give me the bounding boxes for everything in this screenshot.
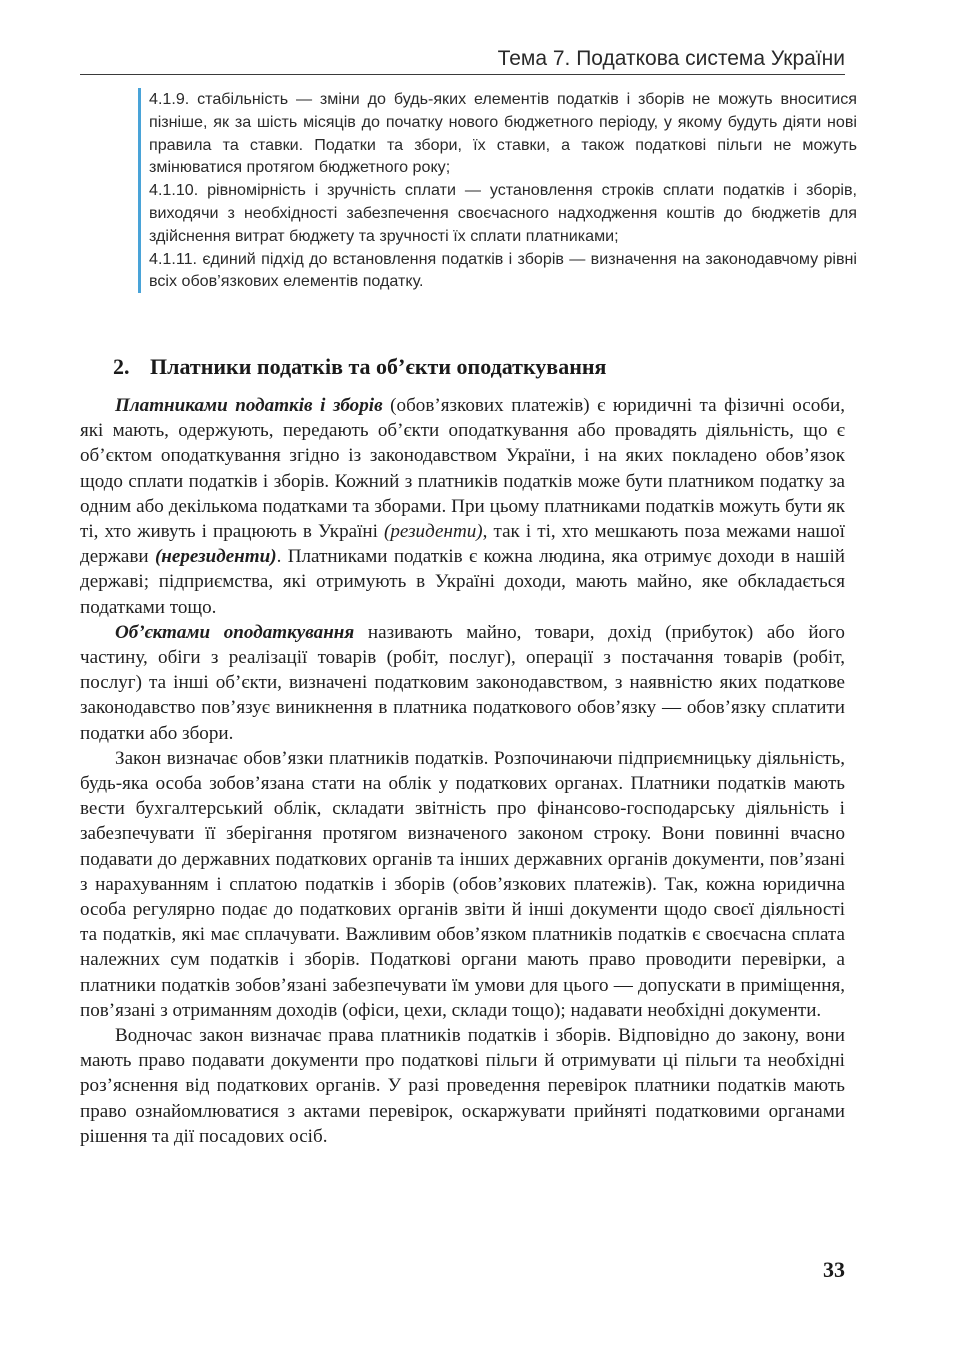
paragraph-tax-objects bbox=[80, 620, 845, 746]
paragraph-text: , так і ті, хто мешкають поза межами нашої держави bbox=[80, 521, 845, 568]
term-tax-objects: Об’єктами оподаткування bbox=[115, 621, 355, 643]
section-title: Платники податків та об’єкти оподаткування bbox=[150, 354, 607, 379]
excerpt-item: 4.1.9. стабільність — зміни до будь-яких елементів податків і зборів не можуть вноситися пізніше, як за шість місяців до початку нового бюджетного періоду, у якому будуть діяти нові правила та ставки. Податки та збори, їх ставки, а також податкові пільги не можуть змінюватися протягом бюджетного року; bbox=[149, 90, 857, 177]
section-number: 2. bbox=[113, 354, 130, 379]
paragraph-text: (обов’язкових платежів) є юридичні та фізичні особи, які мають, одержують, передають об’єкти оподаткування або провадять діяльність, що є об’єктом оподаткування згідно із законодавством України, і на яких покладено обов’язок щодо сплати податків і зборів. Кожний з платників податків може бути платником податку за одним або декількома податками та зборами. При цьому платниками податків можуть бути як ті, хто живуть і працюють в Україні bbox=[80, 395, 846, 543]
term-residents: (резиденти) bbox=[383, 521, 483, 543]
term-taxpayers: Платниками податків і зборів bbox=[115, 395, 383, 416]
excerpt-item: 4.1.11. єдиний підхід до встановлення податків і зборів — визначення на законодавчому рівні всіх обов’язкових елементів податку. bbox=[149, 249, 857, 291]
paragraph-text: називають майно, товари, дохід (прибуток) або його частину, обіги з реалізації товарів (робіт, послуг), операції з постачання товарів (робіт, послуг) та інші об’єкти, визначені податковим законодавством, з наявністю яких податкове законодавство пов’язує виникнення в платника податкового обов’язку — обов’язку сплатити податки або збори. bbox=[80, 621, 845, 744]
body-text bbox=[80, 393, 845, 1149]
paragraph-taxpayers bbox=[80, 393, 845, 620]
section-heading bbox=[113, 354, 606, 380]
running-header bbox=[80, 44, 845, 75]
excerpt-item: 4.1.10. рівномірність і зручність сплати — установлення строків сплати податків і зборів, виходячи з необхідності забезпечення своєчасного надходження коштів до бюджетів для здійснення витрат бюджету та зручності їх сплати платниками; bbox=[149, 181, 857, 245]
paragraph-text: . Платниками податків є кожна людина, яка отримує доходи в нашій державі; підприємства, які отримують в Україні доходи, мають майно, яке обкладається податками тощо. bbox=[80, 546, 845, 618]
paragraph-obligations: Закон визначає обов’язки платників податків. Розпочинаючи підприємницьку діяльність, будь-яка особа зобов’язана стати на облік у податкових органах. Платники податків мають вести бухгалтерський облік, складати звітність про фінансово-господарську діяльність і забезпечувати її зберігання протягом визначеного законом строку. Вони повинні вчасно подавати до державних податкових органів та інших державних органів документи, пов’язані з нарахуванням і сплатою податків і зборів (обов’язкових платежів). Так, кожна юридична особа регулярно подає до податкових органів звіти й інші документи щодо своєї діяльності та податків, які має сплачувати. Важливим обов’язком платників податків є своєчасна сплата належних сум податків і зборів. Податкові органи мають право проводити перевірки, а платники податків зобов’язані забезпечувати їм умови для цього — допускати в приміщення, пов’язані з отриманням доходів (офіси, цехи, склади тощо); надавати необхідні документи. bbox=[80, 747, 845, 1021]
page-number: 33 bbox=[823, 1257, 845, 1282]
legal-excerpt-block bbox=[138, 88, 857, 293]
paragraph-rights: Водночас закон визначає права платників податків і зборів. Відповідно до закону, вони мають право подавати документи про податкові пільги й отримувати ці пільги та необхідні роз’яснення від податкових органів. У разі проведення перевірок платники податків мають право ознайомлюватися з актами перевірок, оскаржувати прийняті податковими органами рішення та дії посадових осіб. bbox=[80, 1025, 845, 1147]
running-header-title: Тема 7. Податкова система України bbox=[497, 47, 845, 70]
term-nonresidents: (нерезиденти) bbox=[154, 546, 277, 568]
